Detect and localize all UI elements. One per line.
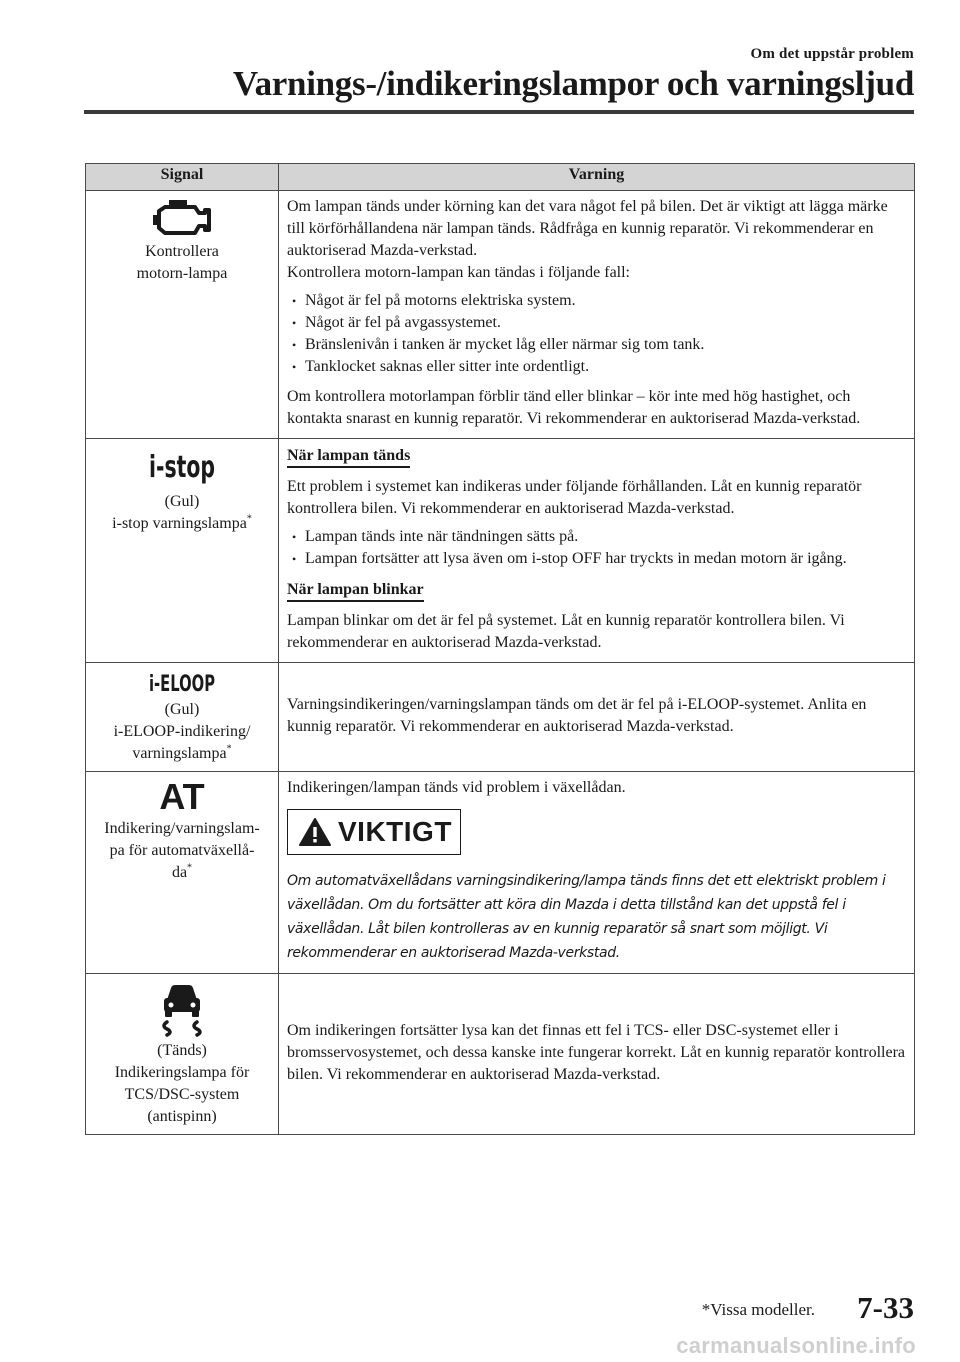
warning-paragraph: Varningsindikeringen/varningslampan tänds om det är fel på i-ELOOP-systemet. Anlita en kunnig reparatör. Vi rekommenderar en auktoriserad Mazda-verkstad. <box>287 695 867 735</box>
i-eloop-icon-text: i-ELOOP <box>149 672 215 697</box>
warning-table <box>85 163 915 1135</box>
signal-label-text: varningslampa <box>132 745 227 762</box>
signal-cell <box>86 191 279 439</box>
signal-label-line: (Gul) <box>164 493 200 510</box>
table-header-row <box>86 164 915 191</box>
i-stop-icon-text: i-stop <box>149 450 215 485</box>
list-item: • Lampan tänds inte när tändningen sätts på. <box>287 526 908 548</box>
list-item: • Något är fel på avgassystemet. <box>287 312 908 334</box>
i-stop-icon <box>142 445 222 487</box>
check-engine-icon <box>151 197 213 237</box>
page-number: 7-33 <box>857 1290 914 1325</box>
warning-paragraph: Om indikeringen fortsätter lysa kan det finnas ett fel i TCS- eller DSC-systemet eller i bromsservosystemet, och dessa kanske inte fungerar korrekt. Låt en kunnig reparatör kontrollera bilen. Vi rekommenderar en auktoriserad Mazda-verkstad. <box>287 1021 906 1083</box>
column-header-warning: Varning <box>279 164 915 191</box>
bullet-list <box>287 290 908 378</box>
signal-label-line: (antispinn) <box>147 1108 217 1125</box>
section-heading: När lampan blinkar <box>287 580 424 602</box>
signal-label-line: motorn-lampa <box>136 265 228 282</box>
warning-cell <box>279 191 915 439</box>
signal-label-line: Kontrollera <box>145 243 219 260</box>
signal-label-line <box>88 862 276 884</box>
page-title: Varnings-/indikeringslampor och varningsljud <box>232 64 914 103</box>
warning-outro: Om kontrollera motorlampan förblir tänd eller blinkar – kör inte med hög hastighet, och kontakta snarast en kunnig reparatör. Vi rekommenderar en auktoriserad Mazda-verkstad. <box>287 388 861 427</box>
footnote-asterisk: * <box>246 513 252 525</box>
important-label: VIKTIGT <box>338 816 452 847</box>
at-icon <box>147 776 217 817</box>
important-text: Om automatväxellådans varningsindikering/lampa tänds finns det ett elektriskt problem i växellådan. Om du fortsätter att köra din Mazda i detta tillstånd kan det uppstå fel i växellådan. Låt bilen kontrolleras av en kunnig reparatör så snart som möjligt. Vi rekommenderar en auktoriserad Mazda-verkstad. <box>287 873 886 961</box>
warning-paragraph: Ett problem i systemet kan indikeras under följande förhållanden. Låt en kunnig reparatör kontrollera bilen. Vi rekommenderar en auktoriserad Mazda-verkstad. <box>287 478 862 517</box>
i-eloop-icon <box>142 669 222 695</box>
table-row <box>86 974 915 1135</box>
warning-cell <box>279 439 915 663</box>
table-row <box>86 439 915 663</box>
watermark: carmanualsonline.info <box>676 1333 916 1358</box>
signal-label-line: i-ELOOP-indikering/ <box>113 723 251 740</box>
table-row <box>86 191 915 439</box>
signal-label-line: (Tänds) <box>157 1042 207 1059</box>
column-header-signal: Signal <box>86 164 279 191</box>
signal-cell <box>86 663 279 772</box>
signal-cell <box>86 772 279 974</box>
section-heading: När lampan tänds <box>287 446 410 468</box>
warning-paragraph: Lampan blinkar om det är fel på systemet. Låt en kunnig reparatör kontrollera bilen. Vi rekommenderar en auktoriserad Mazda-verkstad. <box>287 612 845 651</box>
footnote-asterisk: * <box>226 743 232 755</box>
signal-cell <box>86 439 279 663</box>
list-item: • Något är fel på motorns elektriska system. <box>287 290 908 312</box>
bullet-list <box>287 526 908 570</box>
signal-label-line: pa för automatväxellå- <box>109 842 255 859</box>
list-item: • Lampan fortsätter att lysa även om i-stop OFF har tryckts in medan motorn är igång. <box>287 548 908 570</box>
section-subtitle: Om det uppstår problem <box>750 46 914 62</box>
warning-intro: Om lampan tänds under körning kan det vara något fel på bilen. Det är viktigt att lägga märke till körförhållandena när lampan tänds. Rådfråga en kunnig reparatör. Vi rekommenderar en auktoriserad Mazda-verkstad. <box>287 198 888 259</box>
footnote: *Vissa modeller. <box>701 1300 815 1319</box>
signal-label-line <box>88 743 276 765</box>
table-row <box>86 663 915 772</box>
signal-label-line <box>88 513 276 535</box>
signal-label-line: TCS/DSC-system <box>124 1086 240 1103</box>
warning-paragraph: Indikeringen/lampan tänds vid problem i växellådan. <box>287 779 626 796</box>
tcs-dsc-icon <box>157 980 207 1036</box>
warning-triangle-icon <box>298 817 332 847</box>
warning-cell <box>279 974 915 1135</box>
signal-label-line: Indikering/varningslam- <box>104 820 260 837</box>
signal-cell <box>86 974 279 1135</box>
signal-label-text: i-stop varningslampa <box>112 515 247 532</box>
signal-label-line: (Gul) <box>164 701 200 718</box>
footnote-asterisk: * <box>187 862 193 874</box>
signal-label-line: Indikeringslampa för <box>114 1064 250 1081</box>
at-icon-text: AT <box>159 776 205 817</box>
header-divider <box>84 110 914 114</box>
signal-label-text: da <box>171 864 188 881</box>
table-row <box>86 772 915 974</box>
warning-cell <box>279 663 915 772</box>
important-notice <box>287 809 461 855</box>
warning-intro-2: Kontrollera motorn-lampan kan tändas i följande fall: <box>287 264 630 281</box>
list-item: • Bränslenivån i tanken är mycket låg eller närmar sig tom tank. <box>287 334 908 356</box>
list-item: • Tanklocket saknas eller sitter inte ordentligt. <box>287 356 908 378</box>
warning-cell <box>279 772 915 974</box>
